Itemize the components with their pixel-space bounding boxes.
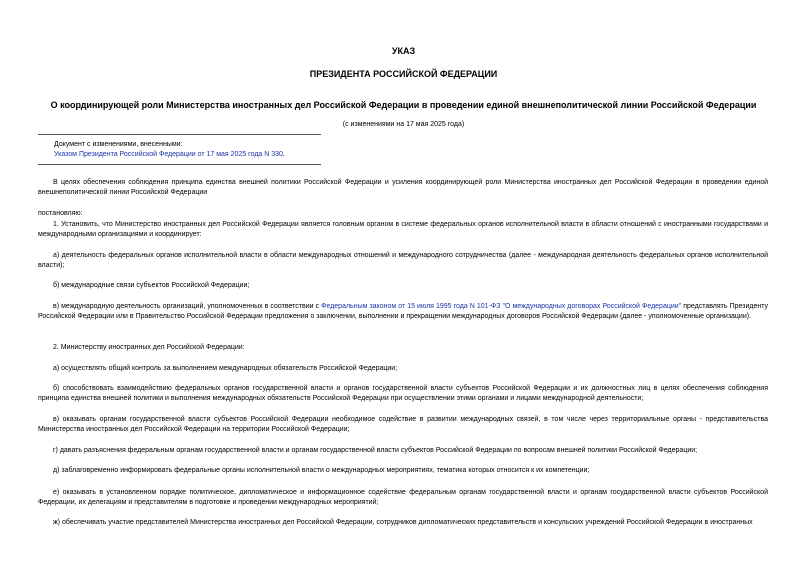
paragraph-2a: а) осуществлять общий контроль за выполнением международных обязательств Российской Федерации; bbox=[53, 365, 398, 372]
changes-end: . bbox=[282, 151, 285, 158]
paragraph-1v-end: представлять Президенту Российской Федерации или в Правительство Российской Федерации предложения о заключении, выполнении и прекращении международных договоров Российской Федерации (далее - уполномоченные организации). bbox=[38, 303, 769, 320]
federal-law-link[interactable]: Федеральным законом от 15 июля 1995 года N 101-ФЗ "О международных договорах Российской Федерации" bbox=[321, 303, 682, 310]
divider-bottom bbox=[38, 164, 321, 165]
changes-link[interactable]: Указом Президента Российской Федерации от 17 мая 2025 года N 330 bbox=[54, 151, 283, 158]
paragraph-2zh: ж) обеспечивать участие представителей Министерства иностранных дел Российской Федерации, сотрудников дипломатических представительств и консульских учреждений Российской Федерации в иностранных bbox=[53, 519, 753, 526]
document-subtitle: ПРЕЗИДЕНТА РОССИЙСКОЙ ФЕДЕРАЦИИ bbox=[309, 69, 498, 79]
paragraph-1v bbox=[38, 302, 768, 322]
paragraph-intro: В целях обеспечения соблюдения принципа единства внешней политики Российской Федерации и усиления координирующей роли Министерства иностранных дел Российской Федерации в проведении единой внешнеполитической линии Российской Федерации bbox=[38, 179, 768, 196]
paragraph-1v-start: в) международную деятельность организаций, уполномоченных в соответствии с bbox=[53, 303, 322, 310]
document-heading: О координирующей роли Министерства иностранных дел Российской Федерации в проведении единой внешнеполитической линии Российской Федерации bbox=[50, 100, 757, 110]
changes-label: Документ с изменениями, внесенными: bbox=[54, 141, 183, 148]
paragraph-1b: б) международные связи субъектов Российской Федерации; bbox=[53, 282, 250, 289]
paragraph-2d: д) заблаговременно информировать федеральные органы исполнительной власти о международных мероприятиях, тематика которых относится к их компетенции; bbox=[53, 467, 590, 474]
paragraph-decree: постановляю: bbox=[38, 210, 83, 217]
changes-line bbox=[54, 150, 285, 159]
paragraph-2g: г) давать разъяснения федеральным органам государственной власти и органам государственной власти субъектов Российской Федерации по вопросам внешней политики Российской Федерации; bbox=[53, 447, 698, 454]
paragraph-1: 1. Установить, что Министерство иностранных дел Российской Федерации является головным органом в системе федеральных органов исполнительной власти в области отношений с иностранными государствами и международными организациями и координирует: bbox=[38, 221, 768, 238]
amendment-note: (с изменениями на 17 мая 2025 года) bbox=[342, 121, 465, 128]
divider-top bbox=[38, 134, 321, 135]
paragraph-1a: а) деятельность федеральных органов исполнительной власти в области международных отношений и международного сотрудничества (далее - международная деятельность федеральных органов исполнительной власти); bbox=[38, 252, 768, 269]
document-title: УКАЗ bbox=[391, 46, 416, 56]
paragraph-2b: б) способствовать взаимодействию федеральных органов государственной власти и органов государственной власти субъектов Российской Федерации и их должностных лиц в целях обеспечения соблюдения принципа единства внешней политики и выполнения международных обязательств Российской Федерации при осуществлении этими органами и лицами международной деятельности; bbox=[38, 385, 768, 402]
paragraph-2e: е) оказывать в установленном порядке политическое, дипломатическое и информационное содействие федеральным органам государственной власти и органам государственной власти субъектов Российской Федерации, их делегациям и представителям в подготовке и проведении международных мероприятий; bbox=[38, 489, 768, 506]
paragraph-2v: в) оказывать органам государственной власти субъектов Российской Федерации необходимое содействие в развитии международных связей, в том числе через территориальные органы - представительства Министерства иностранных дел Российской Федерации на территории Российской Федерации; bbox=[38, 416, 768, 433]
paragraph-2: 2. Министерству иностранных дел Российской Федерации: bbox=[53, 344, 245, 351]
